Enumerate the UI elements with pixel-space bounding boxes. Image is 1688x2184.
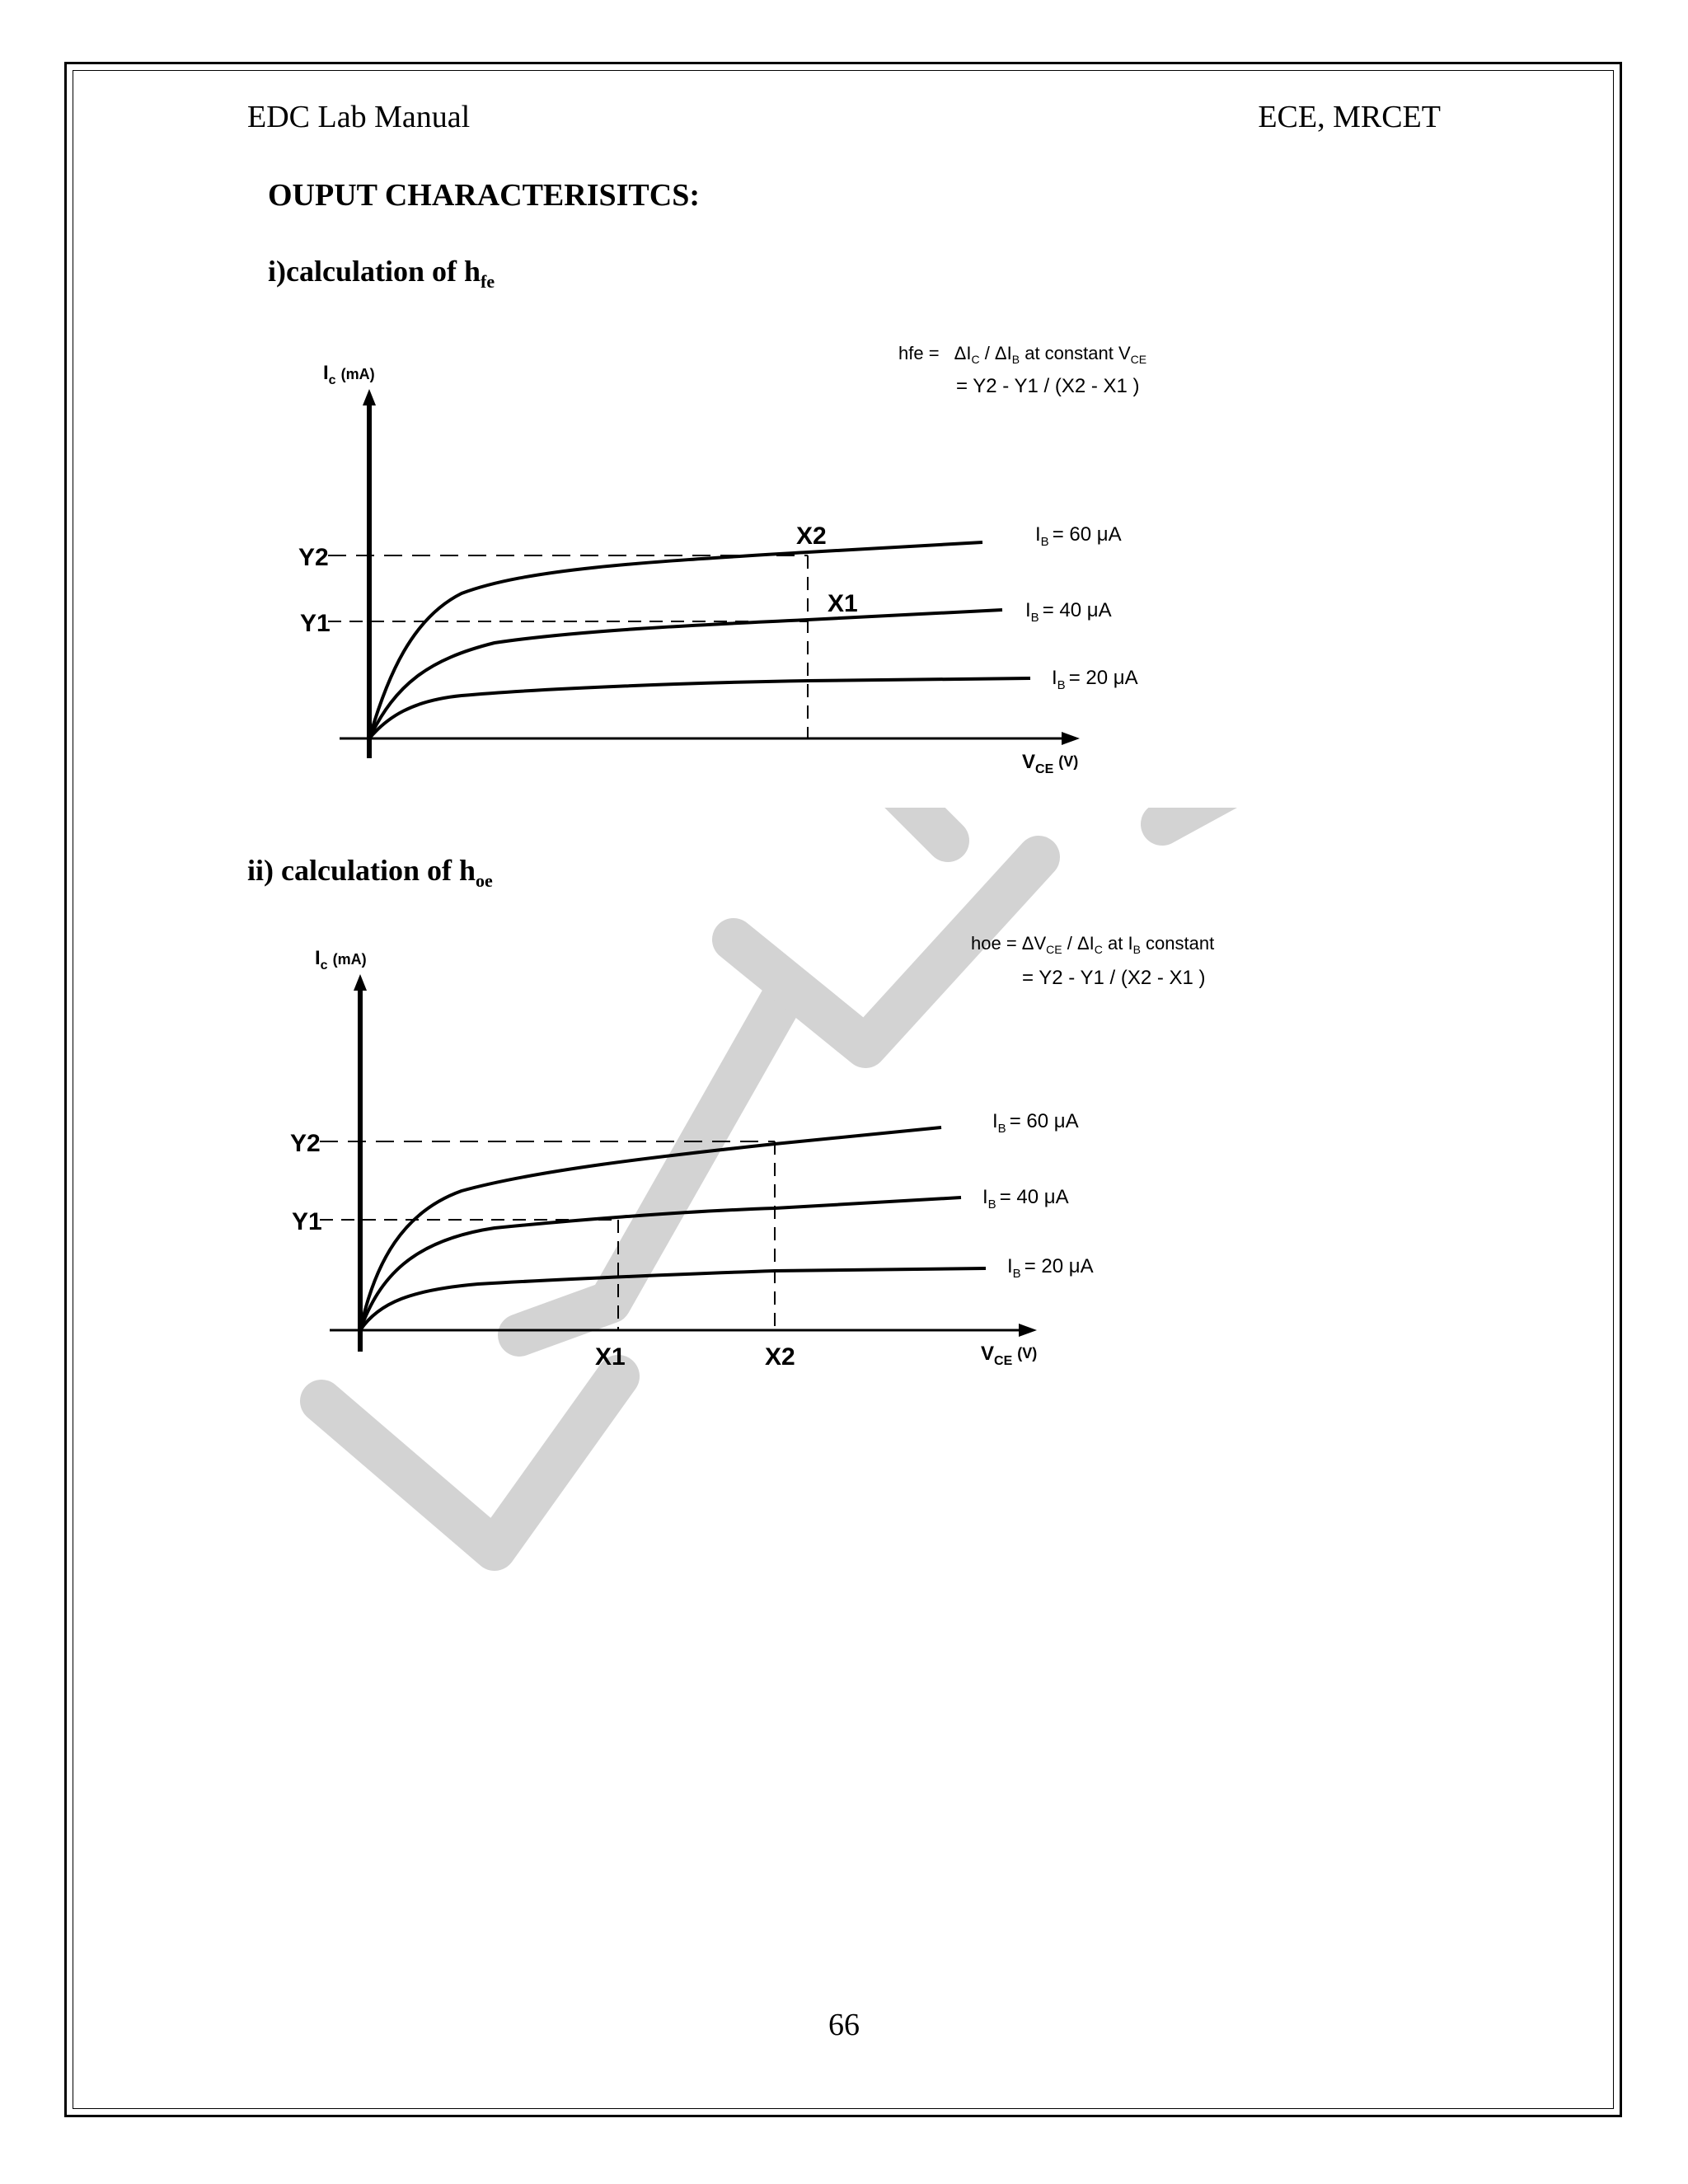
graph2-curve-label-20: $I_B = 20$ μA xyxy=(1007,1255,1094,1281)
page-number: 66 xyxy=(828,2008,860,2042)
graph2-curve-label-40: $I_B = 40$ μA xyxy=(982,1186,1069,1212)
graph1-y1-label: Y1 xyxy=(300,610,331,637)
graph1-x-axis-label: $V_{CE}$ $^{(V)}$ xyxy=(1022,751,1079,776)
header-left: EDC Lab Manual xyxy=(247,100,471,134)
graph2-x-axis-label: $V_{CE}$ $^{(V)}$ xyxy=(981,1343,1038,1368)
graph1-x2-label: X2 xyxy=(796,523,827,550)
header-right: ECE, MRCET xyxy=(1258,100,1441,134)
graph2-y-arrow xyxy=(354,974,367,991)
graph1-y-axis-label: $I_c$ $^{(mA)}$ xyxy=(323,362,375,387)
graph2-y1-label: Y1 xyxy=(292,1208,322,1235)
graph2-x1-label: X1 xyxy=(595,1343,626,1371)
graph2-curve-20 xyxy=(360,1268,986,1330)
graph2-y-axis-label: $I_c$ $^{(mA)}$ xyxy=(315,947,367,972)
graph2-x2-label: X2 xyxy=(765,1343,795,1371)
graph2-formula-line2: = Y2 - Y1 / (X2 - X1 ) xyxy=(1022,967,1206,989)
graph2-formula-line1: hoe = $\Delta V_{CE} / \Delta I_C$ at $I_B$ constant xyxy=(971,933,1215,956)
graph1-formula-line2: = Y2 - Y1 / (X2 - X1 ) xyxy=(956,375,1140,397)
graph1-y2-label: Y2 xyxy=(298,544,329,571)
graph1-x1-label: X1 xyxy=(828,590,858,617)
graph2-y2-label: Y2 xyxy=(290,1130,321,1157)
graph2-curve-label-60: $I_B = 60$ μA xyxy=(992,1110,1079,1136)
graph2-x-arrow xyxy=(1019,1324,1037,1337)
graph1-curve-label-20: $I_B = 20$ μA xyxy=(1052,667,1138,692)
graph2-curve-60 xyxy=(360,1127,941,1330)
graph1-formula-line1: hfe = $\Delta I_C / \Delta I_B$ at constant $V_{CE}$ xyxy=(898,343,1147,366)
graph2-heading: ii) calculation of $h_{oe}$ xyxy=(247,854,493,892)
graph1-curve-label-60: $I_B = 60$ μA xyxy=(1035,523,1122,549)
graph1-heading: i)calculation of $h_{fe}$ xyxy=(268,255,495,293)
section-title: OUPUT CHARACTERISITCS: xyxy=(268,178,701,213)
graph1-curve-label-40: $I_B = 40$ μA xyxy=(1025,599,1112,625)
graph2-curve-40 xyxy=(360,1197,961,1330)
